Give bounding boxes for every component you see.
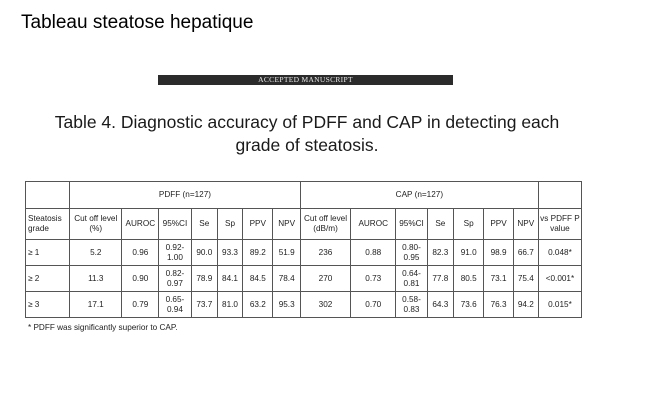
col-header-cap-npv: NPV — [513, 209, 538, 240]
cell-pdff-sp: 84.1 — [217, 266, 242, 292]
table-row — [26, 240, 582, 266]
cell-pdff-auroc: 0.79 — [122, 292, 159, 318]
cell-pdff-se: 78.9 — [191, 266, 217, 292]
cell-cap-ci: 0.58-0.83 — [396, 292, 427, 318]
column-header-row — [26, 209, 582, 240]
col-header-pdff-ppv: PPV — [243, 209, 273, 240]
col-header-cap-se: Se — [427, 209, 453, 240]
diagnostic-accuracy-table — [25, 181, 582, 318]
cell-cap-ci: 0.64-0.81 — [396, 266, 427, 292]
cell-cap-npv: 66.7 — [513, 240, 538, 266]
cell-pdff-ppv: 89.2 — [243, 240, 273, 266]
col-header-pdff-npv: NPV — [273, 209, 300, 240]
cell-pdff-sp: 81.0 — [217, 292, 242, 318]
cell-pdff-auroc: 0.90 — [122, 266, 159, 292]
col-header-pdff-cutoff: Cut off level (%) — [70, 209, 122, 240]
cap-group-header: CAP (n=127) — [300, 182, 538, 209]
table-row — [26, 292, 582, 318]
cell-cap-ci: 0.80-0.95 — [396, 240, 427, 266]
group-header-row — [26, 182, 582, 209]
cell-cap-se: 64.3 — [427, 292, 453, 318]
cell-cap-auroc: 0.73 — [351, 266, 396, 292]
cell-pdff-npv: 95.3 — [273, 292, 300, 318]
cell-cap-ppv: 76.3 — [484, 292, 513, 318]
cell-cap-auroc: 0.88 — [351, 240, 396, 266]
cell-cap-cutoff: 302 — [300, 292, 350, 318]
col-header-cap-auroc: AUROC — [351, 209, 396, 240]
cell-cap-ppv: 73.1 — [484, 266, 513, 292]
col-header-pvalue: vs PDFF P value — [538, 209, 581, 240]
cell-pvalue: 0.048* — [538, 240, 581, 266]
cell-pdff-cutoff: 5.2 — [70, 240, 122, 266]
caption-line-2: grade of steatosis. — [235, 135, 379, 155]
blank-header-cell — [538, 182, 581, 209]
accepted-manuscript-banner: ACCEPTED MANUSCRIPT — [158, 75, 453, 85]
cell-pdff-cutoff: 17.1 — [70, 292, 122, 318]
slide-title: Tableau steatose hepatique — [21, 12, 254, 33]
cell-cap-sp: 91.0 — [453, 240, 483, 266]
col-header-pdff-ci: 95%CI — [159, 209, 192, 240]
cell-grade: ≥ 2 — [26, 266, 70, 292]
table-row — [26, 266, 582, 292]
col-header-pdff-se: Se — [191, 209, 217, 240]
cell-pdff-ppv: 84.5 — [243, 266, 273, 292]
cell-cap-sp: 73.6 — [453, 292, 483, 318]
col-header-pdff-auroc: AUROC — [122, 209, 159, 240]
cell-pvalue: <0.001* — [538, 266, 581, 292]
cell-cap-auroc: 0.70 — [351, 292, 396, 318]
pdff-group-header: PDFF (n=127) — [70, 182, 301, 209]
cell-cap-cutoff: 270 — [300, 266, 350, 292]
table-footnote: * PDFF was significantly superior to CAP. — [28, 323, 178, 332]
col-header-cap-sp: Sp — [453, 209, 483, 240]
cell-cap-ppv: 98.9 — [484, 240, 513, 266]
cell-pdff-ci: 0.82-0.97 — [159, 266, 192, 292]
cell-pdff-ci: 0.65-0.94 — [159, 292, 192, 318]
blank-header-cell — [26, 182, 70, 209]
cell-pvalue: 0.015* — [538, 292, 581, 318]
col-header-cap-ppv: PPV — [484, 209, 513, 240]
col-header-cap-ci: 95%CI — [396, 209, 427, 240]
cell-pdff-ppv: 63.2 — [243, 292, 273, 318]
cell-pdff-sp: 93.3 — [217, 240, 242, 266]
col-header-cap-cutoff: Cut off level (dB/m) — [300, 209, 350, 240]
cell-cap-se: 77.8 — [427, 266, 453, 292]
cell-pdff-cutoff: 11.3 — [70, 266, 122, 292]
cell-pdff-se: 90.0 — [191, 240, 217, 266]
cell-cap-se: 82.3 — [427, 240, 453, 266]
table-caption — [22, 111, 592, 157]
cell-cap-npv: 94.2 — [513, 292, 538, 318]
caption-line-1: Table 4. Diagnostic accuracy of PDFF and CAP in detecting each — [54, 112, 560, 132]
cell-pdff-npv: 78.4 — [273, 266, 300, 292]
cell-grade: ≥ 3 — [26, 292, 70, 318]
cell-pdff-se: 73.7 — [191, 292, 217, 318]
cell-pdff-ci: 0.92-1.00 — [159, 240, 192, 266]
col-header-grade: Steatosis grade — [26, 209, 70, 240]
cell-grade: ≥ 1 — [26, 240, 70, 266]
cell-pdff-npv: 51.9 — [273, 240, 300, 266]
cell-pdff-auroc: 0.96 — [122, 240, 159, 266]
cell-cap-cutoff: 236 — [300, 240, 350, 266]
cell-cap-sp: 80.5 — [453, 266, 483, 292]
col-header-pdff-sp: Sp — [217, 209, 242, 240]
cell-cap-npv: 75.4 — [513, 266, 538, 292]
